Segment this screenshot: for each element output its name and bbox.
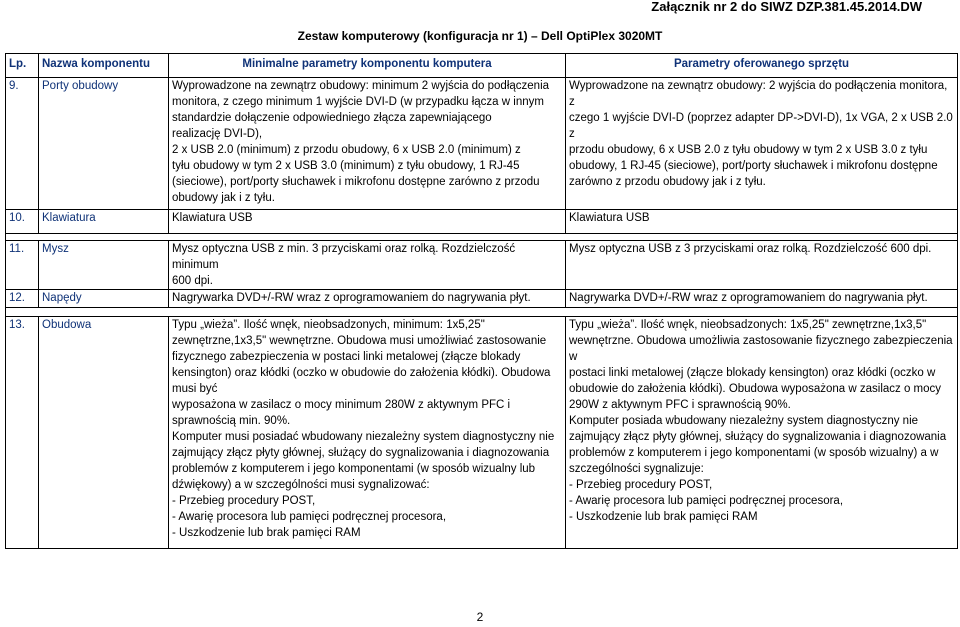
text-line: Nagrywarka DVD+/-RW wraz z oprogramowaniem do nagrywania płyt. [569, 292, 928, 304]
text-line: Mysz optyczna USB z min. 3 przyciskami oraz rolką. Rozdzielczość minimum [172, 243, 516, 271]
row-number: 12. [6, 290, 39, 308]
row-number: 10. [6, 210, 39, 234]
table-row [6, 290, 958, 308]
text-line: Komputer posiada wbudowany niezależny system diagnostyczny nie [569, 415, 919, 427]
text-line: szczególności sygnalizuje: [569, 463, 704, 475]
text-line: wyposażona w zasilacz o mocy minimum 280W z aktywnym PFC i [172, 399, 511, 411]
text-line: realizację DVI-D), [172, 128, 263, 140]
text-line: 290W z aktywnym PFC i sprawnością 90%. [569, 399, 791, 411]
text-line: problemów z komputerem i jego komponentami (w sposób wizualny lub [172, 463, 536, 475]
col-header-min: Minimalne parametry komponentu komputera [169, 54, 566, 78]
min-params [169, 241, 566, 290]
text-line: problemów z komputerem i jego komponentami (w sposób wizualny) a w [569, 447, 939, 459]
text-line: Wyprowadzone na zewnątrz obudowy: minimum 2 wyjścia do podłączenia [172, 80, 550, 92]
row-number: 9. [6, 78, 39, 210]
text-line: kensington) oraz kłódki (oczko w obudowie do założenia kłódki). Obudowa [172, 367, 551, 379]
offered-params [566, 317, 958, 549]
text-line: monitora, z czego minimum 1 wyjście DVI-D (w przypadku łącza w innym [172, 96, 544, 108]
text-line: - Awarię procesora lub pamięci podręcznej procesora, [569, 495, 844, 507]
offered-params [566, 210, 958, 234]
component-name: Napędy [39, 290, 169, 308]
set-title: Zestaw komputerowy (konfiguracja nr 1) – Dell OptiPlex 3020MT [297, 29, 663, 43]
text-line: zewnętrzne,1x3,5" wewnętrzne. Obudowa musi umożliwiać zastosowanie [172, 335, 547, 347]
text-line: - Uszkodzenie lub brak pamięci RAM [569, 511, 758, 523]
row-number: 13. [6, 317, 39, 549]
text-line: Klawiatura USB [172, 212, 253, 224]
text-line: fizycznego zabezpieczenia w postaci linki metalowej (złącze blokady [172, 351, 521, 363]
text-line: czego 1 wyjście DVI-D (poprzez adapter DP->DVI-D), 1x VGA, 2 x USB 2.0 z [569, 112, 953, 140]
min-params [169, 210, 566, 234]
text-line: tyłu obudowy w tym 2 x USB 3.0 (minimum) z tyłu obudowy, 1 RJ-45 [172, 160, 520, 172]
component-name: Porty obudowy [39, 78, 169, 210]
table-row [6, 317, 958, 549]
text-line: Nagrywarka DVD+/-RW wraz z oprogramowaniem do nagrywania płyt. [172, 292, 531, 304]
header-row [6, 54, 958, 78]
min-params [169, 317, 566, 549]
text-line: zarówno z przodu obudowy jak i z tyłu. [569, 176, 766, 188]
text-line: Wyprowadzone na zewnątrz obudowy: 2 wyjścia do podłączenia monitora, z [569, 80, 948, 108]
text-line: Mysz optyczna USB z 3 przyciskami oraz rolką. Rozdzielczość 600 dpi. [569, 243, 932, 255]
text-line: standardzie dołączenie odpowiedniego złącza zapewniającego [172, 112, 492, 124]
offered-params [566, 290, 958, 308]
text-line: wewnętrzne. Obudowa umożliwia zastosowanie fizycznego zabezpieczenia w [569, 335, 953, 363]
text-line: zajmujący złącz płyty głównej, służący do sygnalizowania i diagnozowania [569, 431, 947, 443]
col-header-offered: Parametry oferowanego sprzętu [566, 54, 958, 78]
page-number: 2 [476, 610, 484, 624]
offered-params [566, 241, 958, 290]
text-line: 600 dpi. [172, 275, 213, 287]
row-number: 11. [6, 241, 39, 290]
text-line: 2 x USB 2.0 (minimum) z przodu obudowy, 6 x USB 2.0 (minimum) z [172, 144, 521, 156]
text-line: obudowy jak i z tyłu. [172, 192, 275, 204]
attachment-reference: Załącznik nr 2 do SIWZ DZP.381.45.2014.DW [651, 0, 922, 14]
text-line: zajmujący złącz płyty głównej, służący do sygnalizowania i diagnozowania [172, 447, 550, 459]
text-line: obudowy, 1 RJ-45 (sieciowe), port/porty słuchawek i mikrofonu dostępne [569, 160, 938, 172]
text-line: - Przebieg procedury POST, [172, 495, 316, 507]
text-line: Typu „wieża”. Ilość wnęk, nieobsadzonych: 1x5,25" zewnętrzne,1x3,5" [569, 319, 927, 331]
text-line: sprawnością min. 90%. [172, 415, 291, 427]
min-params [169, 290, 566, 308]
text-line: musi być [172, 383, 218, 395]
table-row [6, 78, 958, 210]
component-name: Klawiatura [39, 210, 169, 234]
text-line: obudowie do założenia kłódki). Obudowa wyposażona w zasilacz o mocy [569, 383, 942, 395]
spec-table [5, 53, 958, 549]
text-line: - Awarię procesora lub pamięci podręcznej procesora, [172, 511, 447, 523]
component-name: Mysz [39, 241, 169, 290]
text-line: - Przebieg procedury POST, [569, 479, 713, 491]
offered-params [566, 78, 958, 210]
col-header-lp: Lp. [6, 54, 39, 78]
text-line: Typu „wieża”. Ilość wnęk, nieobsadzonych, minimum: 1x5,25" [172, 319, 485, 331]
text-line: (sieciowe), port/porty słuchawek i mikrofonu dostępne zarówno z przodu [172, 176, 540, 188]
table-row [6, 241, 958, 290]
text-line: Klawiatura USB [569, 212, 650, 224]
table-row [6, 210, 958, 234]
col-header-name: Nazwa komponentu [39, 54, 169, 78]
text-line: - Uszkodzenie lub brak pamięci RAM [172, 527, 361, 539]
text-line: dźwiękowy) a w szczególności musi sygnalizować: [172, 479, 430, 491]
text-line: postaci linki metalowej (złącze blokady kensington) oraz kłódki (oczko w [569, 367, 936, 379]
component-name: Obudowa [39, 317, 169, 549]
text-line: przodu obudowy, 6 x USB 2.0 z tyłu obudowy w tym 2 x USB 3.0 z tyłu [569, 144, 928, 156]
text-line: Komputer musi posiadać wbudowany niezależny system diagnostyczny nie [172, 431, 555, 443]
min-params [169, 78, 566, 210]
